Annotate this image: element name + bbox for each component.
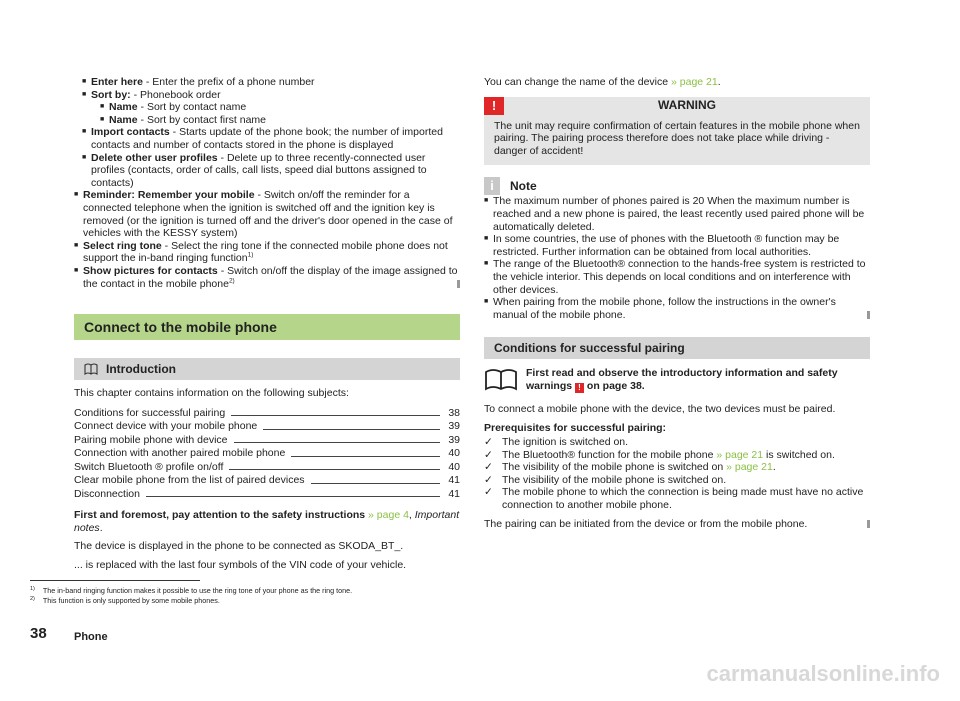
list-item: ■ Name - Sort by contact name <box>100 101 460 114</box>
toc-row[interactable]: Connect device with your mobile phone 39 <box>74 420 460 433</box>
list-item: ■ Sort by: - Phonebook order ■ Name - Sort by contact name ■ Name - Sort by contact first name <box>82 89 460 127</box>
watermark: carmanualsonline.info <box>706 661 940 686</box>
list-item: ■ In some countries, the use of phones with the Bluetooth ® function may be restricted. Further information can be obtained from local authorities. <box>484 233 870 258</box>
toc-row[interactable]: Pairing mobile phone with device 39 <box>74 433 460 446</box>
vin-paragraph: ... is replaced with the last four symbols of the VIN code of your vehicle. <box>74 558 407 571</box>
list-item: ■ Name - Sort by contact first name <box>100 114 460 127</box>
page-link[interactable]: » page 21 <box>668 76 718 88</box>
safety-paragraph: First and foremost, pay attention to the safety instructions » page 4, Important notes. <box>74 509 460 534</box>
toc-row[interactable]: Switch Bluetooth ® profile on/off 40 <box>74 460 460 473</box>
list-item: ■ Delete other user profiles - Delete up to three recently-connected user profiles (contacts, order of calls, call lists, speed dial buttons assigned to contacts) <box>82 152 460 190</box>
settings-list-top <box>74 189 460 290</box>
left-column <box>74 76 460 572</box>
first-read-block: First read and observe the introductory information and safety warnings ! on page 38. <box>484 367 870 393</box>
footnote: $^{2)}$ This function is only supported by some mobile phones. <box>30 595 220 605</box>
page-link[interactable]: » page 4 <box>365 509 409 522</box>
toc-row[interactable]: Conditions for successful pairing 38 <box>74 406 460 419</box>
list-item: ■ Enter here - Enter the prefix of a phone number <box>82 76 460 89</box>
prereq-list <box>484 436 870 512</box>
right-column <box>484 76 870 530</box>
warning-icon: ! <box>575 383 584 393</box>
intro-heading <box>74 358 460 380</box>
warning-title: WARNING <box>658 98 716 113</box>
list-item: ✓ The mobile phone to which the connection is being made must have no active connection to another mobile phone. <box>484 486 870 511</box>
list-item: ■ When pairing from the mobile phone, follow the instructions in the owner's manual of the mobile phone. <box>484 296 870 321</box>
info-icon: i <box>484 177 500 195</box>
conditions-heading <box>484 337 870 359</box>
list-item: ✓ The visibility of the mobile phone is switched on » page 21. <box>484 461 870 474</box>
footnotes <box>30 580 353 606</box>
footnote: $^{1)}$ The in-band ringing function makes it possible to use the ring tone of your phone as the ring tone. <box>30 585 353 595</box>
section-end-mark <box>867 520 870 528</box>
list-item: ■ The range of the Bluetooth® connection to the hands-free system is restricted to the vehicle interior. This depends on local conditions and on interference with other devices. <box>484 258 870 296</box>
list-item: ■ Show pictures for contacts - Switch on/off the display of the image assigned to the contact in the mobile phone$^{2)}$ <box>74 265 460 290</box>
page-name: Phone <box>74 631 108 643</box>
book-icon <box>84 363 98 375</box>
intro-title: Introduction <box>106 362 176 377</box>
toc-row[interactable]: Disconnection 41 <box>74 487 460 500</box>
settings-list <box>82 76 460 189</box>
list-item: ■ Reminder: Remember your mobile - Switch on/off the reminder for a connected telephone when the ignition is switched off and the ignition key is removed (or the ignition is turned off and the driver's door opened in the case of vehicles with the KESSY system) <box>74 189 460 239</box>
list-item: ✓ The visibility of the mobile phone is switched on. <box>484 474 870 487</box>
intro-text: This chapter contains information on the following subjects: <box>74 387 349 400</box>
section-end-mark <box>457 280 460 288</box>
initiate-paragraph: The pairing can be initiated from the device or from the mobile phone. <box>484 518 870 531</box>
note-title: Note <box>510 179 537 194</box>
toc-row[interactable]: Connection with another paired mobile phone 40 <box>74 447 460 460</box>
conditions-title: Conditions for successful pairing <box>494 341 685 356</box>
list-item: ■ The maximum number of phones paired is 20 When the maximum number is reached and a new phone is paired, the least recently used paired phone will be automatically deleted. <box>484 195 870 233</box>
note-heading <box>484 177 870 195</box>
book-icon <box>484 367 518 391</box>
section-end-mark <box>867 311 870 319</box>
page-link[interactable]: » page 21 <box>723 461 773 474</box>
page-number: 38 <box>30 625 47 642</box>
pair-paragraph: To connect a mobile phone with the device, the two devices must be paired. <box>484 402 836 415</box>
prereq-title: Prerequisites for successful pairing: <box>484 421 667 434</box>
page-link[interactable]: » page 21 <box>713 448 764 461</box>
list-item: ✓ The ignition is switched on. <box>484 436 870 449</box>
list-item: ✓ The Bluetooth® function for the mobile phone » page 21 is switched on. <box>484 449 870 462</box>
note-list <box>484 195 870 321</box>
table-of-contents <box>74 406 460 501</box>
change-name-paragraph: You can change the name of the device » page 21. <box>484 76 721 88</box>
toc-row[interactable]: Clear mobile phone from the list of paired devices 41 <box>74 474 460 487</box>
section-title: Connect to the mobile phone <box>74 314 460 340</box>
device-paragraph: The device is displayed in the phone to be connected as SKODA_BT_. <box>74 540 404 553</box>
list-item: ■ Select ring tone - Select the ring tone if the connected mobile phone does not support the in-band ringing function$^{1)}$ <box>74 240 460 265</box>
warning-icon: ! <box>484 97 504 115</box>
list-item: ■ Import contacts - Starts update of the phone book; the number of imported contacts and number of contacts stored in the phone is displayed <box>82 126 460 151</box>
warning-box <box>484 97 870 166</box>
warning-text: The unit may require confirmation of certain features in the mobile phone when pairing. The pairing process therefore does not take place while driving - danger of accident! <box>494 119 860 157</box>
